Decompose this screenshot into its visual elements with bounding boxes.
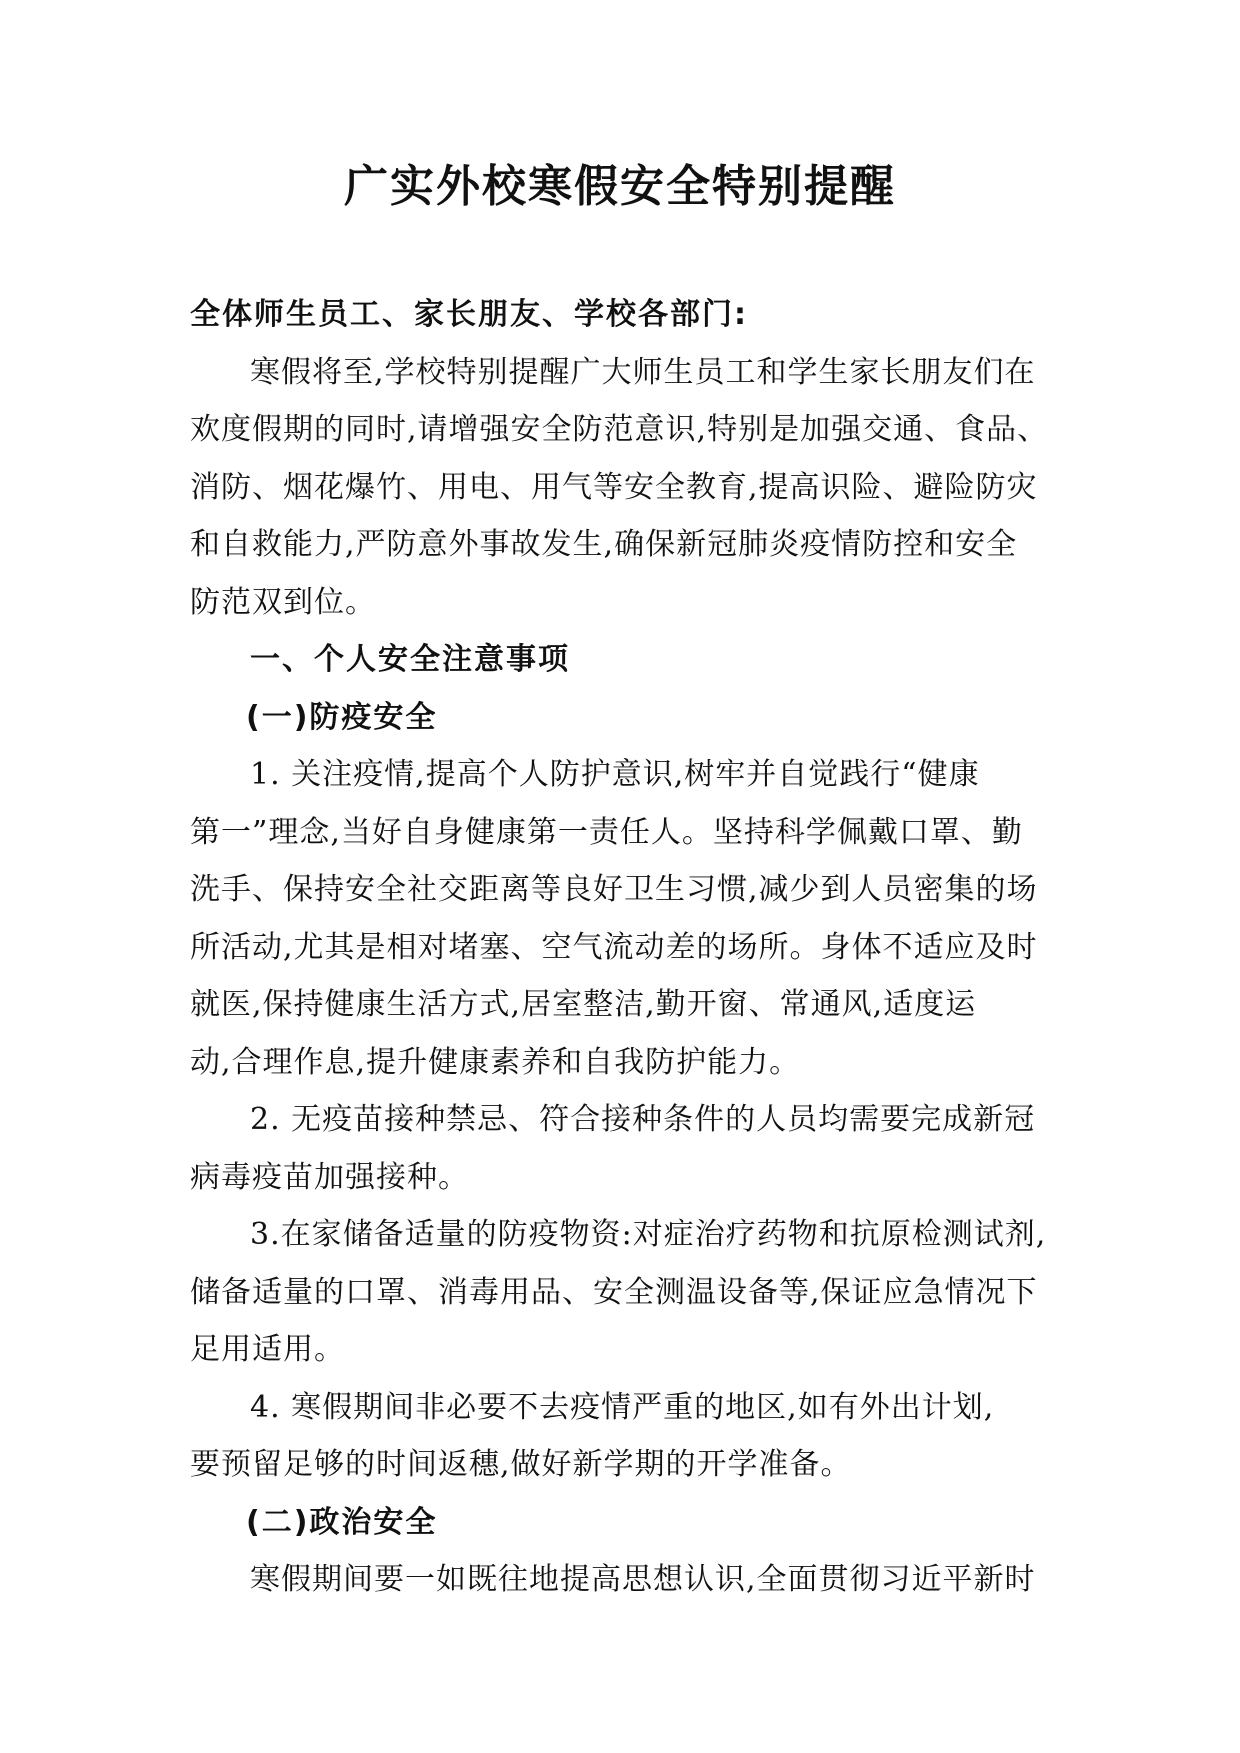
paragraph-line: 2. 无疫苗接种禁忌、符合接种条件的人员均需要完成新冠 [250, 1102, 1036, 1137]
paragraph-line: 3.在家储备适量的防疫物资:对症治疗药物和抗原检测试剂, [250, 1217, 1047, 1252]
paragraph-line: 1. 关注疫情,提高个人防护意识,树牢并自觉践行“健康 [250, 757, 980, 792]
paragraph-line: 寒假将至,学校特别提醒广大师生员工和学生家长朋友们在 [250, 354, 1036, 390]
paragraph-line: 所活动,尤其是相对堵塞、空气流动差的场所。身体不适应及时 [190, 929, 1038, 965]
salutation: 全体师生员工、家长朋友、学校各部门: [190, 297, 748, 332]
paragraph-line: 储备适量的口罩、消毒用品、安全测温设备等,保证应急情况下 [190, 1274, 1038, 1310]
document-body [190, 286, 1060, 1609]
subsection-heading: (一)防疫安全 [246, 699, 438, 735]
paragraph-line: 第一”理念,当好自身健康第一责任人。坚持科学佩戴口罩、勤 [190, 814, 1023, 850]
paragraph-line: 就医,保持健康生活方式,居室整洁,勤开窗、常通风,适度运 [190, 987, 977, 1022]
subsection-heading: (二)政治安全 [246, 1504, 438, 1540]
paragraph-line: 寒假期间要一如既往地提高思想认识,全面贯彻习近平新时 [250, 1562, 1036, 1597]
paragraph-line: 4. 寒假期间非必要不去疫情严重的地区,如有外出计划, [250, 1389, 995, 1425]
paragraph-line: 防范双到位。 [190, 584, 376, 620]
paragraph-line: 和自救能力,严防意外事故发生,确保新冠肺炎疫情防控和安全 [190, 527, 1018, 562]
paragraph-line: 消防、烟花爆竹、用电、用气等安全教育,提高识险、避险防灾 [190, 469, 1038, 505]
paragraph-line: 要预留足够的时间返穗,做好新学期的开学准备。 [190, 1447, 852, 1482]
document-title: 广实外校寒假安全特别提醒 [344, 161, 896, 212]
paragraph-line: 洗手、保持安全社交距离等良好卫生习惯,减少到人员密集的场 [190, 872, 1038, 907]
paragraph-line: 欢度假期的同时,请增强安全防范意识,特别是加强交通、食品、 [190, 412, 1049, 447]
paragraph-line: 足用适用。 [190, 1332, 345, 1367]
paragraph-line: 动,合理作息,提升健康素养和自我防护能力。 [190, 1044, 801, 1080]
section-heading: 一、个人安全注意事项 [250, 642, 570, 677]
paragraph-line: 病毒疫苗加强接种。 [190, 1159, 469, 1195]
